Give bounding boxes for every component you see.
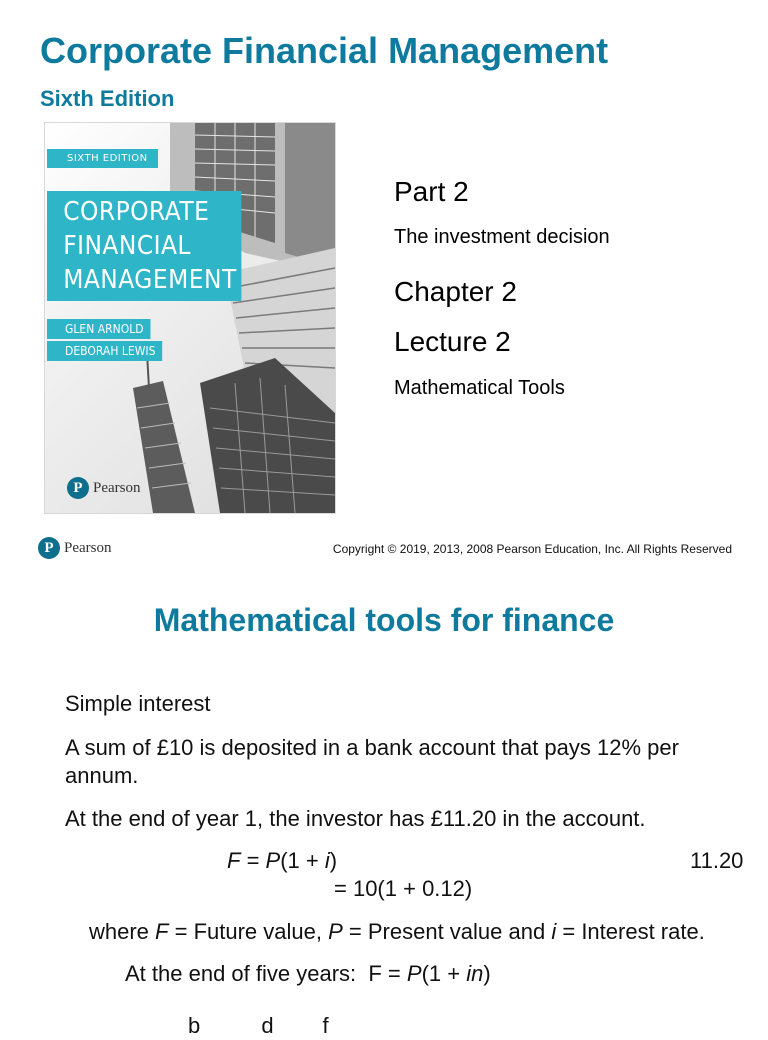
five-year-label: At the end of five years: bbox=[125, 961, 357, 986]
formula-value: 11.20 bbox=[690, 848, 744, 873]
edition-label: Sixth Edition bbox=[40, 86, 175, 111]
lecture-heading: Lecture 2 bbox=[394, 326, 511, 357]
formula-substitution: = 10(1 + 0.12) bbox=[334, 876, 473, 901]
cover-title-line: FINANCIAL bbox=[63, 231, 191, 261]
five-year-formula: At the end of five years: F = P(1 + in) bbox=[125, 961, 491, 986]
cover-title bbox=[47, 191, 241, 301]
paragraph-deposit: A sum of £10 is deposited in a bank account that pays 12% per annum. bbox=[65, 735, 679, 788]
pearson-logo-icon: P bbox=[38, 537, 60, 559]
deck-title: Corporate Financial Management bbox=[40, 30, 609, 71]
legend-ir: Interest rate bbox=[581, 919, 699, 944]
lecture-subtitle: Mathematical Tools bbox=[394, 377, 565, 399]
formula-simple-interest: F = P(1 + i) bbox=[227, 848, 338, 873]
slide-title: Mathematical tools for finance bbox=[153, 602, 615, 638]
cover-author: DEBORAH LEWIS bbox=[47, 341, 163, 361]
cover-publisher-name: Pearson bbox=[93, 479, 141, 496]
part-heading: Part 2 bbox=[394, 176, 469, 207]
part-subtitle: The investment decision bbox=[394, 226, 610, 248]
cover-author: GLEN ARNOLD bbox=[47, 319, 151, 339]
pearson-logo-icon: P bbox=[67, 477, 89, 499]
section-heading: Simple interest bbox=[65, 691, 211, 716]
cover-title-line: MANAGEMENT bbox=[63, 265, 237, 295]
legend-fv: Future value bbox=[193, 919, 316, 944]
footer-publisher-logo bbox=[38, 537, 112, 559]
cover-publisher-logo bbox=[67, 477, 141, 499]
book-cover bbox=[45, 123, 335, 513]
paragraph-year-one: At the end of year 1, the investor has £11.20 in the account. bbox=[65, 806, 646, 831]
legend-pv: Present value bbox=[367, 919, 503, 944]
formula-legend: where F = Future value, P = Present value and i = Interest rate. bbox=[89, 919, 705, 944]
footer-publisher-name: Pearson bbox=[64, 539, 112, 556]
cut-off-line: b d f bbox=[188, 1013, 329, 1038]
copyright-notice: Copyright © 2019, 2013, 2008 Pearson Education, Inc. All Rights Reserved bbox=[332, 542, 732, 556]
cover-edition-badge: SIXTH EDITION bbox=[47, 149, 158, 168]
chapter-heading: Chapter 2 bbox=[394, 276, 517, 307]
cover-title-line: CORPORATE bbox=[63, 197, 210, 227]
cover-buildings-illustration bbox=[45, 123, 335, 513]
